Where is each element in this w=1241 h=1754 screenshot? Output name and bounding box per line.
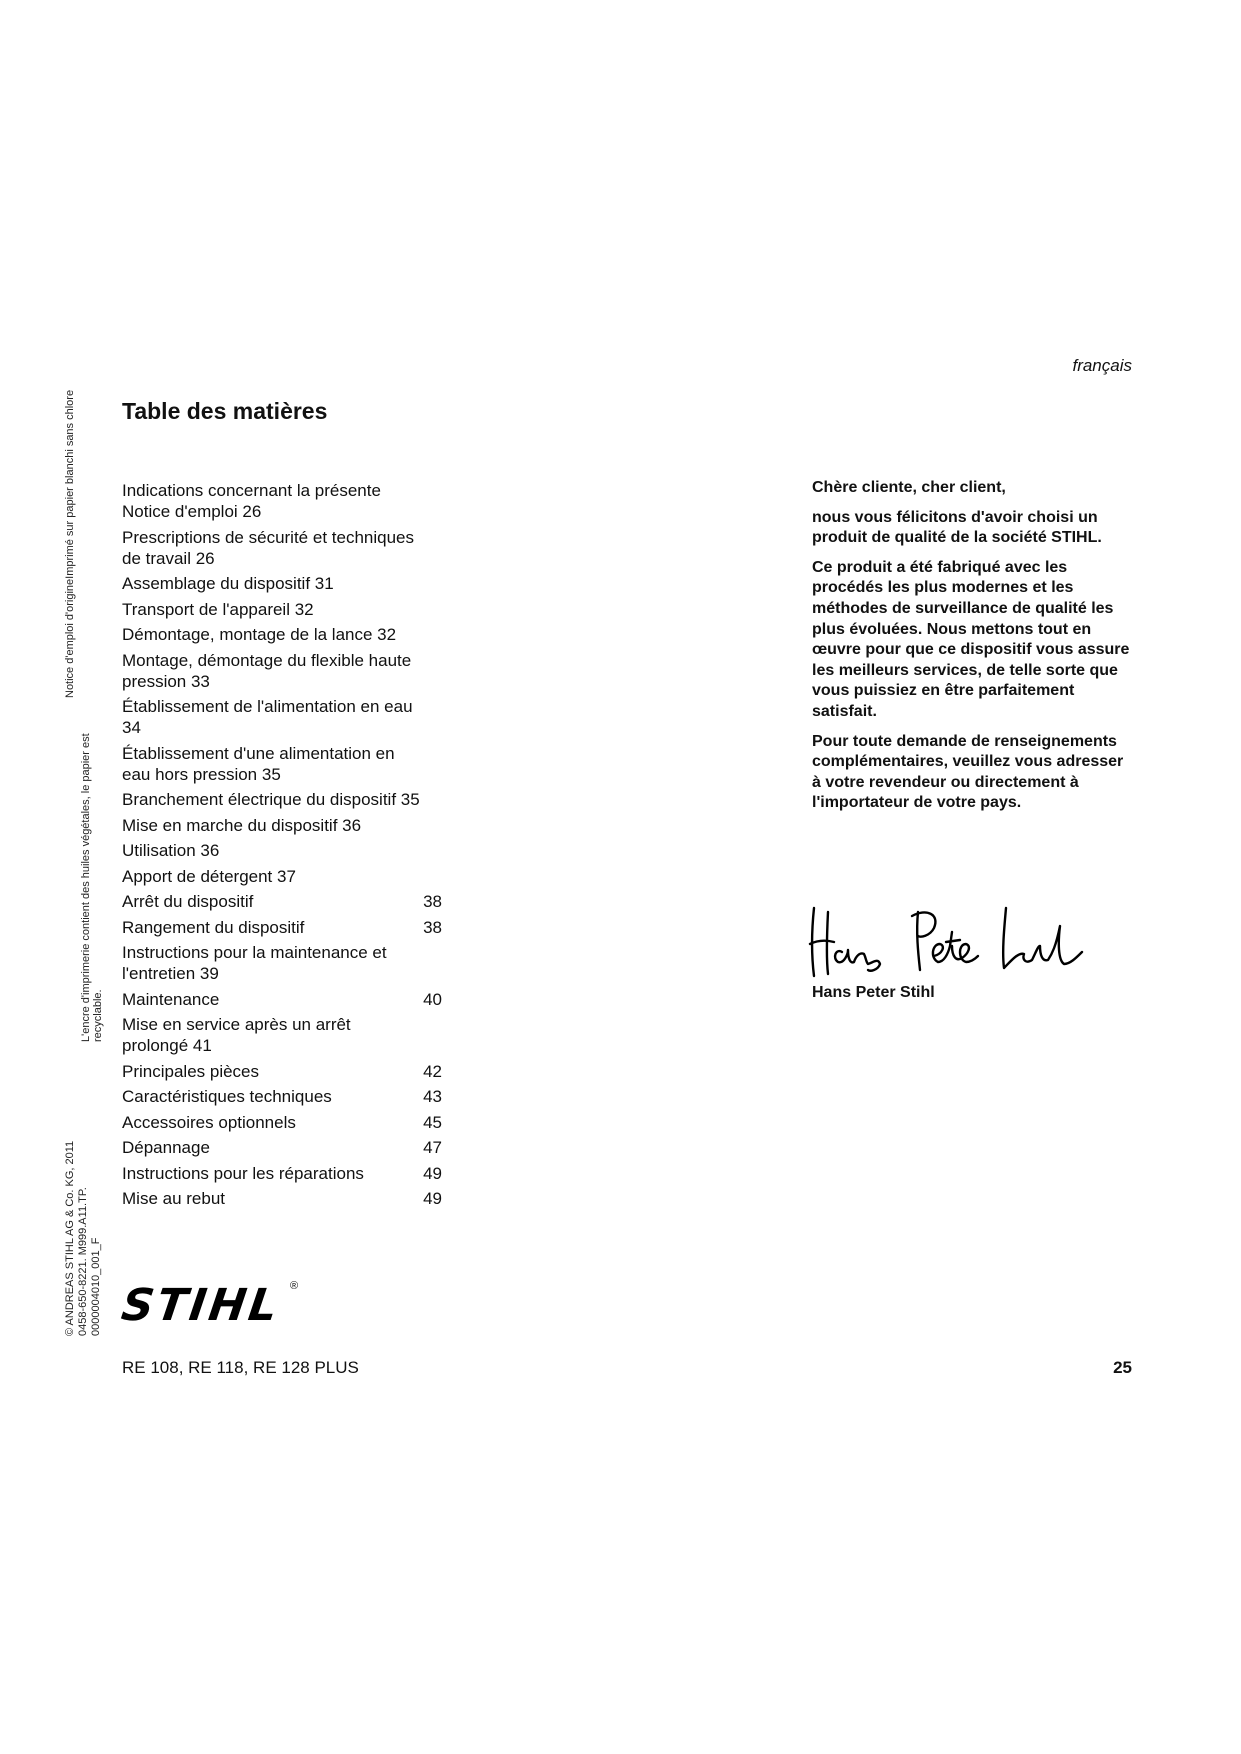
toc-entry bbox=[122, 840, 442, 861]
handwritten-signature bbox=[808, 902, 1088, 980]
toc-entry bbox=[122, 942, 442, 984]
page-number: 25 bbox=[1113, 1358, 1132, 1377]
toc-entry bbox=[122, 1086, 442, 1107]
toc-entry-page: 40 bbox=[423, 989, 442, 1009]
toc-entry bbox=[122, 1112, 442, 1133]
toc-entry bbox=[122, 1061, 442, 1082]
toc-entry bbox=[122, 989, 442, 1010]
toc-entry bbox=[122, 527, 442, 569]
toc-entry-label: Transport de l'appareil 32 bbox=[122, 599, 314, 619]
signer-name: Hans Peter Stihl bbox=[812, 984, 935, 1001]
toc-entry bbox=[122, 696, 442, 738]
toc-entry bbox=[122, 1014, 442, 1056]
toc-entry-label: Arrêt du dispositif bbox=[122, 892, 254, 911]
ink-notice-line: L'encre d'imprimerie contient des huiles végétales, le papier est bbox=[80, 733, 92, 1042]
toc-entry bbox=[122, 1188, 442, 1209]
toc-entry-label: Établissement de l'alimentation en eau 34 bbox=[122, 697, 413, 737]
toc-entry-label: Utilisation 36 bbox=[122, 841, 220, 860]
toc-entry bbox=[122, 917, 442, 938]
table-of-contents bbox=[122, 480, 442, 1214]
stihl-logo bbox=[118, 1280, 299, 1331]
toc-entry-page: 43 bbox=[423, 1087, 442, 1106]
toc-entry bbox=[122, 891, 442, 912]
toc-entry-page: 38 bbox=[423, 892, 442, 911]
toc-entry-label: Principales pièces bbox=[122, 1061, 260, 1081]
toc-entry-label: Montage, démontage du flexible haute pression 33 bbox=[122, 650, 412, 691]
toc-entry-label: Accessoires optionnels bbox=[122, 1112, 296, 1132]
toc-entry-label: Instructions pour les réparations bbox=[122, 1163, 364, 1183]
toc-entry-label: Rangement du dispositif bbox=[122, 917, 305, 937]
toc-entry-label: Caractéristiques techniques bbox=[122, 1087, 332, 1106]
letter-paragraph: Ce produit a été fabriqué avec les procédés les plus modernes et les méthodes de surveillance de qualité les plus évoluées. Nous mettons tout en œuvre pour que ce dispositif vous assure les meilleurs services, de telle sorte que vous puissiez en être parfaitement satisfait. bbox=[812, 558, 1130, 720]
toc-entry-label: Apport de détergent 37 bbox=[122, 866, 296, 886]
toc-entry-label: Branchement électrique du dispositif 35 bbox=[122, 790, 420, 809]
toc-entry-label: Maintenance bbox=[122, 989, 220, 1009]
toc-entry bbox=[122, 1163, 442, 1184]
toc-entry-page: 45 bbox=[423, 1112, 442, 1132]
document-code: 0458-650-8221. M999.A11.TP. bbox=[77, 1187, 89, 1336]
toc-entry-label: Prescriptions de sécurité et techniques de travail 26 bbox=[122, 527, 414, 568]
logo-wordmark: STIHL bbox=[118, 1280, 284, 1331]
language-label: français bbox=[1072, 356, 1132, 375]
toc-entry bbox=[122, 624, 442, 645]
toc-entry bbox=[122, 599, 442, 620]
toc-entry-label: Indications concernant la présente Notice d'emploi 26 bbox=[122, 481, 381, 521]
letter-greeting: Chère cliente, cher client, bbox=[812, 479, 1006, 496]
toc-entry bbox=[122, 743, 442, 785]
letter-paragraph: nous vous félicitons d'avoir choisi un produit de qualité de la société STIHL. bbox=[812, 508, 1102, 547]
toc-entry bbox=[122, 866, 442, 887]
toc-entry-label: Mise au rebut bbox=[122, 1189, 225, 1208]
toc-entry bbox=[122, 573, 442, 594]
toc-entry-label: Démontage, montage de la lance 32 bbox=[122, 625, 397, 644]
toc-entry-label: Mise en marche du dispositif 36 bbox=[122, 815, 362, 835]
footer-model: RE 108, RE 118, RE 128 PLUS bbox=[122, 1358, 359, 1377]
toc-entry-label: Instructions pour la maintenance et l'entretien 39 bbox=[122, 943, 387, 983]
toc-entry-label: Mise en service après un arrêt prolongé 41 bbox=[122, 1015, 351, 1055]
paper-notice: Notice d'emploi d'origineImprimé sur papier blanchi sans chlore bbox=[64, 389, 76, 698]
toc-entry bbox=[122, 1137, 442, 1158]
welcome-letter bbox=[812, 478, 1132, 823]
toc-entry bbox=[122, 650, 442, 692]
toc-entry-label: Dépannage bbox=[122, 1138, 210, 1157]
toc-entry-page: 42 bbox=[423, 1061, 442, 1081]
letter-paragraph: Pour toute demande de renseignements complémentaires, veuillez vous adresser à votre revendeur ou directement à l'importateur de votre pays. bbox=[812, 732, 1124, 812]
toc-entry-page: 38 bbox=[423, 917, 442, 937]
toc-entry-page: 49 bbox=[423, 1163, 442, 1183]
copyright-notice: © ANDREAS STIHL AG & Co. KG, 2011 bbox=[64, 1140, 76, 1336]
toc-entry bbox=[122, 480, 442, 522]
toc-entry-page: 47 bbox=[423, 1138, 442, 1157]
toc-entry-page: 49 bbox=[423, 1189, 442, 1208]
toc-entry bbox=[122, 815, 442, 836]
registered-mark: ® bbox=[290, 1280, 299, 1292]
toc-title: Table des matières bbox=[122, 398, 328, 424]
toc-entry-label: Assemblage du dispositif 31 bbox=[122, 574, 334, 593]
document-code: 0000004010_001_F bbox=[90, 1237, 102, 1336]
toc-entry bbox=[122, 789, 442, 810]
ink-notice-line: recyclable. bbox=[92, 989, 104, 1042]
toc-entry-label: Établissement d'une alimentation en eau hors pression 35 bbox=[122, 743, 395, 784]
